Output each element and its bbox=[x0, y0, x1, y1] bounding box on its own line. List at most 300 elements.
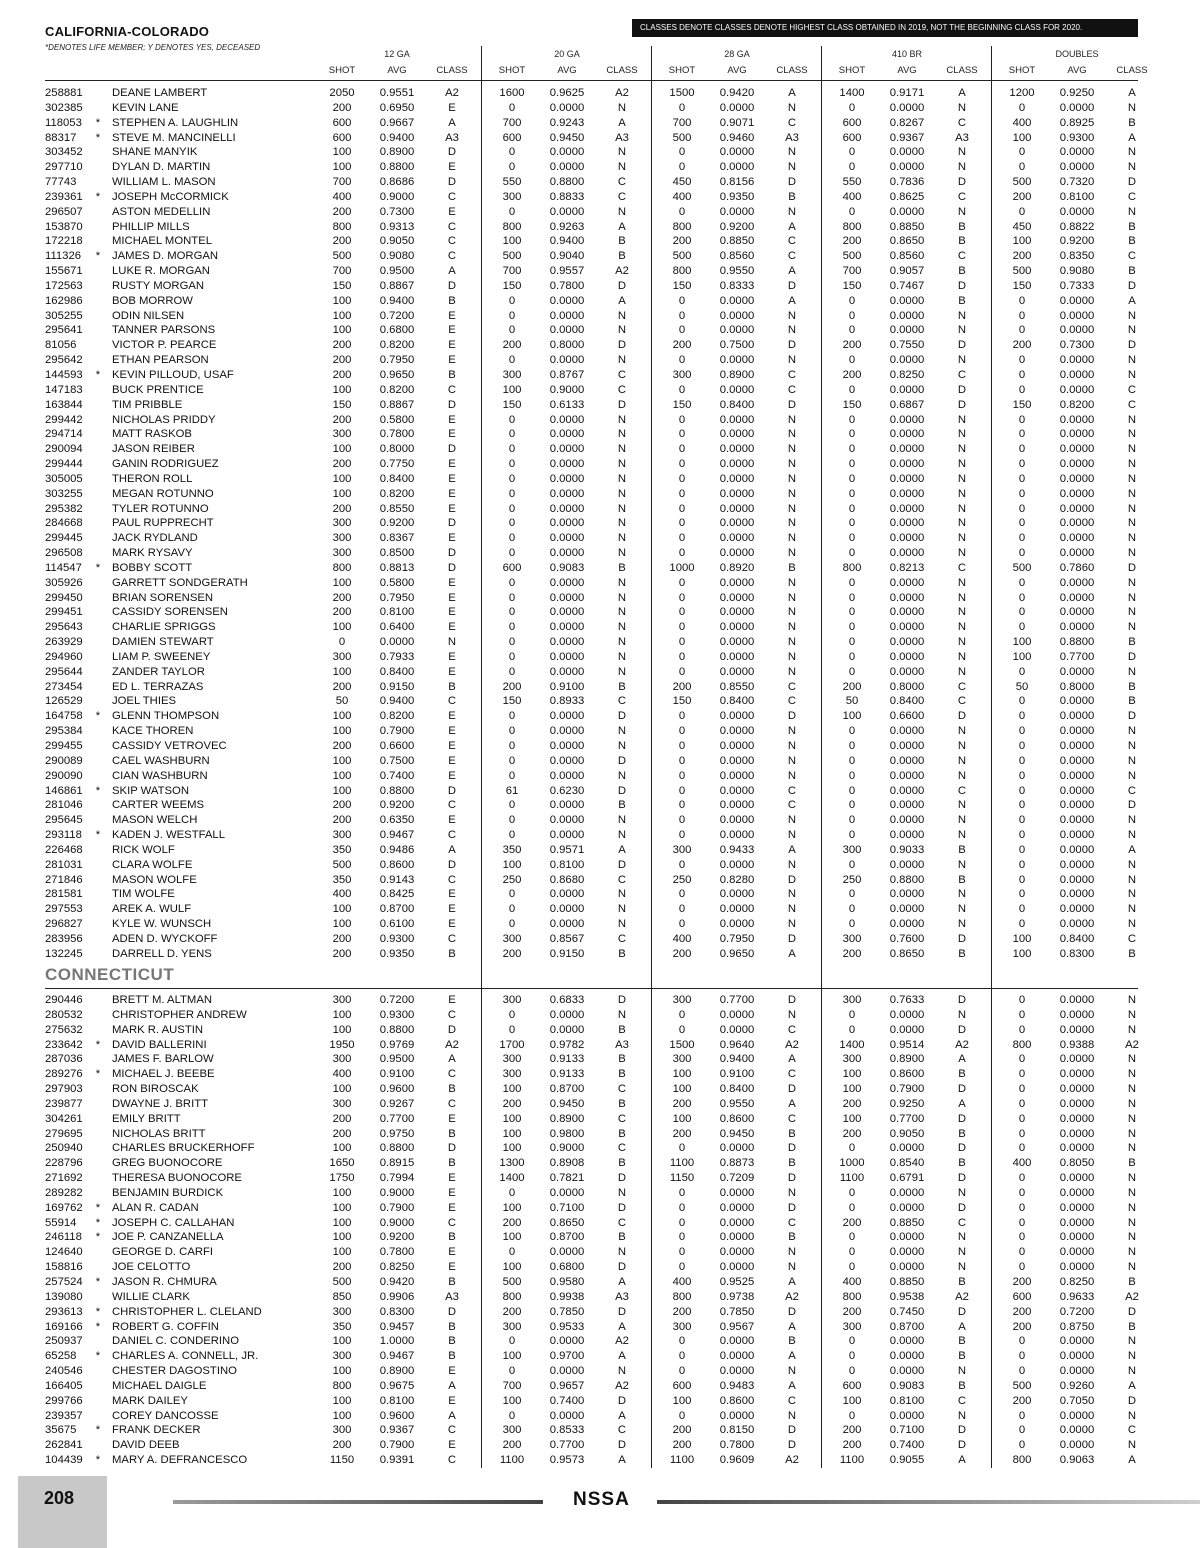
shooter-name: JOSEPH C. CALLAHAN bbox=[112, 1216, 235, 1229]
average: 0.0000 bbox=[889, 754, 925, 767]
shot-count: 1750 bbox=[329, 1172, 355, 1185]
average: 0.0000 bbox=[1059, 369, 1095, 381]
shot-count: 400 bbox=[672, 932, 692, 945]
page-title: CALIFORNIA-COLORADO bbox=[45, 24, 210, 39]
average: 0.0000 bbox=[889, 472, 925, 485]
average: 0.8850 bbox=[889, 220, 925, 233]
shot-count: 0 bbox=[678, 1365, 686, 1377]
class: E bbox=[448, 458, 456, 470]
average: 0.7900 bbox=[379, 1439, 415, 1452]
average: 0.9433 bbox=[719, 843, 755, 856]
average: 0.8900 bbox=[379, 146, 415, 159]
average: 0.8750 bbox=[1059, 1320, 1095, 1333]
shot-count: 0 bbox=[848, 1409, 856, 1422]
shot-count: 0 bbox=[1018, 710, 1026, 723]
class: E bbox=[448, 591, 456, 604]
class: C bbox=[787, 799, 797, 812]
shot-count: 100 bbox=[332, 725, 352, 738]
shot-count: 0 bbox=[1018, 532, 1026, 545]
shot-count: 100 bbox=[332, 1231, 352, 1244]
shot-count: 350 bbox=[332, 843, 352, 856]
shooter-name: VICTOR P. PEARCE bbox=[112, 339, 217, 352]
class: B bbox=[1128, 116, 1136, 129]
class: E bbox=[448, 428, 456, 441]
shot-count: 0 bbox=[678, 205, 686, 218]
class: D bbox=[617, 710, 627, 723]
shot-count: 0 bbox=[848, 413, 856, 426]
shot-count: 200 bbox=[332, 932, 352, 945]
member-id: 297710 bbox=[45, 161, 83, 174]
table-row bbox=[0, 798, 1200, 813]
member-id: 305255 bbox=[45, 309, 83, 322]
class: E bbox=[448, 472, 456, 485]
member-id: 296827 bbox=[45, 918, 83, 930]
shot-count: 0 bbox=[508, 517, 516, 530]
member-id: 304261 bbox=[45, 1112, 83, 1125]
average: 0.0000 bbox=[1059, 769, 1095, 782]
shot-count: 0 bbox=[1018, 1068, 1026, 1081]
shot-count: 100 bbox=[332, 1394, 352, 1407]
class: N bbox=[787, 1186, 797, 1199]
class: N bbox=[1127, 606, 1137, 619]
average: 0.8200 bbox=[379, 710, 415, 723]
class: N bbox=[617, 309, 627, 322]
shooter-name: CHARLIE SPRIGGS bbox=[112, 621, 216, 634]
average: 0.0000 bbox=[549, 829, 585, 841]
average: 0.7700 bbox=[889, 1112, 925, 1125]
class: D bbox=[787, 932, 797, 945]
shot-count: 0 bbox=[1018, 161, 1026, 174]
average: 0.0000 bbox=[1059, 517, 1095, 530]
shot-count: 300 bbox=[332, 829, 352, 841]
average: 0.0000 bbox=[889, 146, 925, 159]
member-id: 296508 bbox=[45, 547, 83, 559]
shot-count: 0 bbox=[848, 1261, 856, 1274]
class: A2 bbox=[785, 1038, 799, 1051]
shot-count: 0 bbox=[508, 621, 516, 634]
page-number-box bbox=[18, 1476, 107, 1548]
shot-count: 0 bbox=[1018, 1350, 1026, 1363]
shot-count: 400 bbox=[1012, 116, 1032, 129]
average: 0.9460 bbox=[719, 131, 755, 144]
class: E bbox=[448, 725, 456, 738]
shot-count: 0 bbox=[678, 740, 686, 752]
life-member-mark: * bbox=[95, 1305, 101, 1318]
shot-count: 0 bbox=[1018, 502, 1026, 515]
shot-count: 800 bbox=[502, 1290, 522, 1303]
average: 0.0000 bbox=[1059, 873, 1095, 886]
class: N bbox=[787, 918, 797, 930]
class: B bbox=[618, 947, 626, 960]
shot-count: 0 bbox=[508, 650, 516, 663]
average: 0.0000 bbox=[1059, 1231, 1095, 1244]
average: 0.9400 bbox=[719, 1053, 755, 1066]
shooter-name: GREG BUONOCORE bbox=[112, 1157, 223, 1170]
class: N bbox=[617, 487, 627, 500]
shot-count: 500 bbox=[502, 250, 522, 263]
class: N bbox=[787, 1409, 797, 1422]
average: 0.8000 bbox=[889, 680, 925, 693]
average: 0.0000 bbox=[719, 532, 755, 545]
average: 0.0000 bbox=[889, 784, 925, 797]
shot-count: 100 bbox=[842, 710, 862, 723]
class: B bbox=[958, 843, 966, 856]
column-header: SHOT bbox=[328, 65, 356, 76]
class: A3 bbox=[615, 131, 629, 144]
shot-count: 1000 bbox=[669, 561, 695, 574]
shot-count: 0 bbox=[1018, 1409, 1026, 1422]
class: D bbox=[1127, 1305, 1137, 1318]
average: 0.9000 bbox=[379, 190, 415, 203]
average: 0.7333 bbox=[1059, 279, 1095, 292]
class: A bbox=[788, 220, 796, 233]
average: 0.9551 bbox=[379, 87, 415, 99]
class: E bbox=[448, 576, 456, 589]
average: 0.0000 bbox=[549, 621, 585, 634]
average: 0.8767 bbox=[549, 369, 585, 381]
shooter-name: DANIEL C. CONDERINO bbox=[112, 1335, 240, 1348]
shot-count: 500 bbox=[332, 858, 352, 871]
class: N bbox=[617, 324, 627, 337]
average: 0.0000 bbox=[1059, 1008, 1095, 1021]
class: N bbox=[787, 903, 797, 916]
shooter-name: CASSIDY VETROVEC bbox=[112, 740, 227, 752]
class: C bbox=[447, 1216, 457, 1229]
table-row bbox=[0, 1023, 1200, 1038]
average: 0.0000 bbox=[549, 1023, 585, 1036]
member-id: 297553 bbox=[45, 903, 83, 916]
shot-count: 100 bbox=[1012, 235, 1032, 248]
class: E bbox=[448, 161, 456, 174]
table-row bbox=[0, 709, 1200, 724]
shot-count: 300 bbox=[672, 1053, 692, 1066]
shot-count: 100 bbox=[1012, 932, 1032, 945]
average: 0.9467 bbox=[379, 829, 415, 841]
shot-count: 0 bbox=[678, 547, 686, 559]
member-id: 302385 bbox=[45, 101, 83, 114]
average: 0.7467 bbox=[889, 279, 925, 292]
shooter-name: CIAN WASHBURN bbox=[112, 769, 208, 782]
class: E bbox=[448, 769, 456, 782]
class: B bbox=[448, 1335, 456, 1348]
class: N bbox=[787, 428, 797, 441]
member-id: 303255 bbox=[45, 487, 83, 500]
shot-count: 0 bbox=[678, 1216, 686, 1229]
class: B bbox=[1128, 220, 1136, 233]
column-header: AVG bbox=[387, 65, 407, 76]
shot-count: 0 bbox=[508, 1409, 516, 1422]
average: 0.0000 bbox=[549, 428, 585, 441]
member-id: 295644 bbox=[45, 665, 83, 678]
shot-count: 350 bbox=[332, 1320, 352, 1333]
class: E bbox=[448, 1394, 456, 1407]
member-id: 126529 bbox=[45, 695, 83, 708]
shooter-name: DAVID DEEB bbox=[112, 1439, 180, 1452]
class: E bbox=[448, 1246, 456, 1259]
average: 0.0000 bbox=[719, 1231, 755, 1244]
table-row bbox=[0, 1290, 1200, 1305]
class: B bbox=[618, 1068, 626, 1081]
member-id: 104439 bbox=[45, 1454, 83, 1466]
shot-count: 200 bbox=[332, 354, 352, 367]
shot-count: 0 bbox=[508, 161, 516, 174]
class: D bbox=[447, 561, 457, 574]
shot-count: 300 bbox=[332, 1424, 352, 1437]
class: N bbox=[957, 146, 967, 159]
class: D bbox=[787, 1439, 797, 1452]
class: B bbox=[788, 1127, 796, 1140]
class: D bbox=[787, 873, 797, 886]
life-member-mark: * bbox=[95, 1068, 101, 1081]
average: 0.7400 bbox=[549, 1394, 585, 1407]
shooter-name: CAEL WASHBURN bbox=[112, 754, 210, 767]
average: 0.0000 bbox=[1059, 1186, 1095, 1199]
member-id: 271846 bbox=[45, 873, 83, 886]
shot-count: 0 bbox=[848, 829, 856, 841]
group-header: 410 BR bbox=[891, 49, 923, 59]
shot-count: 200 bbox=[672, 947, 692, 960]
average: 0.0000 bbox=[1059, 1201, 1095, 1214]
average: 0.0000 bbox=[1059, 1142, 1095, 1155]
shooter-name: TANNER PARSONS bbox=[112, 324, 216, 337]
average: 0.8400 bbox=[719, 695, 755, 708]
class: N bbox=[1127, 1172, 1137, 1185]
shot-count: 800 bbox=[1012, 1454, 1032, 1466]
average: 0.9573 bbox=[549, 1454, 585, 1466]
class: N bbox=[787, 1008, 797, 1021]
shooter-name: STEVE M. MANCINELLI bbox=[112, 131, 236, 144]
class: N bbox=[1127, 1201, 1137, 1214]
average: 0.8600 bbox=[719, 1112, 755, 1125]
average: 0.8800 bbox=[379, 784, 415, 797]
class: N bbox=[957, 769, 967, 782]
member-id: 295384 bbox=[45, 725, 83, 738]
average: 0.0000 bbox=[719, 161, 755, 174]
class: N bbox=[957, 829, 967, 841]
class: B bbox=[958, 1127, 966, 1140]
member-id: 293613 bbox=[45, 1305, 83, 1318]
average: 0.8900 bbox=[379, 1365, 415, 1377]
class: N bbox=[1127, 1335, 1137, 1348]
shooter-name: ZANDER TAYLOR bbox=[112, 665, 205, 678]
member-id: 299451 bbox=[45, 606, 83, 619]
column-header: AVG bbox=[1067, 65, 1087, 76]
average: 0.0000 bbox=[889, 918, 925, 930]
average: 0.0000 bbox=[719, 383, 755, 396]
class: D bbox=[787, 339, 797, 352]
class: D bbox=[1127, 279, 1137, 292]
class: N bbox=[617, 146, 627, 159]
class: E bbox=[448, 1261, 456, 1274]
shot-count: 0 bbox=[678, 354, 686, 367]
shot-count: 100 bbox=[332, 1083, 352, 1095]
class: N bbox=[1127, 858, 1137, 871]
average: 0.0000 bbox=[1059, 413, 1095, 426]
average: 0.0000 bbox=[889, 740, 925, 752]
shot-count: 150 bbox=[842, 279, 862, 292]
table-row bbox=[0, 858, 1200, 873]
class: B bbox=[958, 220, 966, 233]
class: N bbox=[1127, 517, 1137, 530]
class: A bbox=[1128, 1379, 1136, 1392]
shooter-name: MASON WELCH bbox=[112, 814, 198, 827]
average: 0.0000 bbox=[719, 754, 755, 767]
average: 0.8920 bbox=[719, 561, 755, 574]
shooter-name: ADEN D. WYCKOFF bbox=[112, 932, 218, 945]
average: 0.8867 bbox=[379, 279, 415, 292]
shot-count: 400 bbox=[332, 888, 352, 901]
average: 0.7209 bbox=[719, 1172, 755, 1185]
shot-count: 200 bbox=[332, 458, 352, 470]
shot-count: 0 bbox=[678, 428, 686, 441]
member-id: 281031 bbox=[45, 858, 83, 871]
class: D bbox=[787, 1142, 797, 1155]
average: 0.7994 bbox=[379, 1172, 415, 1185]
shot-count: 0 bbox=[508, 354, 516, 367]
average: 0.9200 bbox=[379, 517, 415, 530]
class: N bbox=[617, 428, 627, 441]
shot-count: 0 bbox=[848, 606, 856, 619]
shot-count: 0 bbox=[508, 710, 516, 723]
class: N bbox=[787, 665, 797, 678]
average: 0.8156 bbox=[719, 176, 755, 188]
average: 0.8650 bbox=[549, 1216, 585, 1229]
average: 0.9050 bbox=[379, 235, 415, 248]
shot-count: 150 bbox=[1012, 279, 1032, 292]
class: D bbox=[957, 932, 967, 945]
shot-count: 150 bbox=[842, 398, 862, 411]
average: 0.9580 bbox=[549, 1276, 585, 1288]
class: C bbox=[447, 1097, 457, 1110]
shot-count: 0 bbox=[678, 413, 686, 426]
class: N bbox=[787, 1261, 797, 1274]
average: 0.8333 bbox=[719, 279, 755, 292]
member-id: 246118 bbox=[45, 1231, 82, 1244]
class: B bbox=[618, 799, 626, 812]
average: 0.0000 bbox=[719, 1365, 755, 1377]
class: A2 bbox=[785, 1290, 799, 1303]
average: 0.0000 bbox=[719, 1335, 755, 1348]
class: D bbox=[787, 994, 797, 1006]
class: D bbox=[447, 1305, 457, 1318]
average: 0.0000 bbox=[889, 294, 925, 307]
class: N bbox=[957, 324, 967, 337]
shot-count: 0 bbox=[1018, 1112, 1026, 1125]
average: 0.8800 bbox=[1059, 636, 1095, 649]
shot-count: 150 bbox=[672, 695, 692, 708]
class: A bbox=[618, 1454, 626, 1466]
member-id: 258881 bbox=[45, 87, 83, 99]
shot-count: 800 bbox=[842, 561, 862, 574]
class: A2 bbox=[445, 87, 459, 99]
shot-count: 150 bbox=[672, 279, 692, 292]
table-row bbox=[0, 338, 1200, 353]
shot-count: 300 bbox=[332, 994, 352, 1006]
shot-count: 0 bbox=[848, 1231, 856, 1244]
shooter-name: NICHOLAS BRITT bbox=[112, 1127, 206, 1140]
average: 0.6230 bbox=[549, 784, 585, 797]
class: N bbox=[1127, 994, 1137, 1006]
class: N bbox=[787, 161, 797, 174]
shot-count: 0 bbox=[848, 1008, 856, 1021]
shot-count: 0 bbox=[678, 784, 686, 797]
shot-count: 1100 bbox=[499, 1454, 525, 1466]
class: C bbox=[617, 1112, 627, 1125]
average: 0.8300 bbox=[1059, 947, 1095, 960]
average: 0.9938 bbox=[549, 1290, 585, 1303]
shot-count: 200 bbox=[672, 1127, 692, 1140]
class: C bbox=[617, 176, 627, 188]
class: A bbox=[958, 1053, 966, 1066]
average: 0.0000 bbox=[549, 1186, 585, 1199]
shot-count: 0 bbox=[1018, 1424, 1026, 1437]
class: C bbox=[447, 829, 457, 841]
shot-count: 0 bbox=[678, 636, 686, 649]
average: 0.0000 bbox=[889, 1142, 925, 1155]
average: 0.0000 bbox=[889, 725, 925, 738]
class: D bbox=[1127, 799, 1137, 812]
average: 0.8600 bbox=[379, 858, 415, 871]
class: B bbox=[618, 1053, 626, 1066]
class: N bbox=[617, 205, 627, 218]
shot-count: 1300 bbox=[499, 1157, 525, 1170]
average: 0.0000 bbox=[1059, 1424, 1095, 1437]
average: 0.0000 bbox=[889, 591, 925, 604]
class: C bbox=[447, 1008, 457, 1021]
average: 0.9263 bbox=[549, 220, 585, 233]
class: A bbox=[1128, 1454, 1136, 1466]
average: 0.9550 bbox=[719, 1097, 755, 1110]
shot-count: 0 bbox=[848, 1246, 856, 1259]
table-row bbox=[0, 1334, 1200, 1349]
shot-count: 0 bbox=[1018, 101, 1026, 114]
shot-count: 0 bbox=[1018, 294, 1026, 307]
average: 0.0000 bbox=[889, 354, 925, 367]
life-member-mark: * bbox=[95, 1038, 101, 1051]
shot-count: 0 bbox=[1018, 576, 1026, 589]
shooter-name: LIAM P. SWEENEY bbox=[112, 650, 211, 663]
average: 0.9050 bbox=[889, 1127, 925, 1140]
shot-count: 800 bbox=[842, 220, 862, 233]
class: A2 bbox=[955, 1290, 969, 1303]
table-row bbox=[0, 383, 1200, 398]
average: 0.0000 bbox=[1059, 428, 1095, 441]
average: 0.8000 bbox=[1059, 680, 1095, 693]
average: 0.8680 bbox=[549, 873, 585, 886]
shot-count: 400 bbox=[332, 1068, 352, 1081]
member-id: 271692 bbox=[45, 1172, 83, 1185]
average: 0.9250 bbox=[1059, 87, 1095, 99]
table-row bbox=[0, 487, 1200, 502]
average: 0.0000 bbox=[1059, 1335, 1095, 1348]
shooter-name: MICHAEL J. BEEBE bbox=[112, 1068, 215, 1081]
class: N bbox=[1127, 1127, 1137, 1140]
average: 0.0000 bbox=[719, 829, 755, 841]
class: B bbox=[448, 1083, 456, 1095]
average: 0.8567 bbox=[549, 932, 585, 945]
member-id: 35675 bbox=[45, 1424, 77, 1437]
shot-count: 700 bbox=[332, 265, 352, 278]
shot-count: 0 bbox=[678, 754, 686, 767]
class: N bbox=[617, 576, 627, 589]
shot-count: 100 bbox=[332, 1186, 352, 1199]
average: 0.0000 bbox=[719, 814, 755, 827]
average: 0.0000 bbox=[1059, 1068, 1095, 1081]
class: E bbox=[448, 1172, 456, 1185]
class: N bbox=[957, 606, 967, 619]
average: 0.0000 bbox=[889, 487, 925, 500]
shooter-name: BOB MORROW bbox=[112, 294, 193, 307]
